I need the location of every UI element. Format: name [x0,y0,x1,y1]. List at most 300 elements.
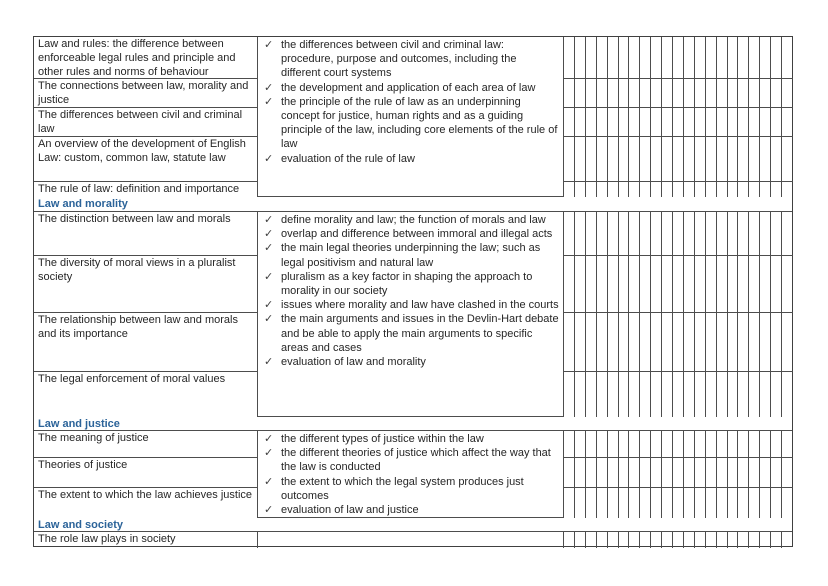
tracking-cell [771,313,782,371]
tracking-cell [695,313,706,371]
tracking-cell [640,431,651,457]
tracking-cell [651,256,662,312]
tracking-cell [728,137,739,181]
outcome-item: ✓ the extent to which the legal system produces just outcomes [264,475,524,502]
tracking-cell [760,182,771,197]
check-icon: ✓ [264,39,274,51]
tracking-cell [782,212,793,255]
outcome-item: ✓ the different types of justice within the law [264,433,484,445]
tracking-cell [629,79,640,107]
tracking-cell [717,182,728,197]
tracking-cell [673,431,684,457]
tracking-cell [782,458,793,487]
tracking-cell [629,532,640,548]
tracking-grid-row [564,458,793,488]
tracking-cell [586,372,597,417]
tracking-cell [738,313,749,371]
tracking-cell [640,108,651,136]
tracking-cell [662,532,673,548]
tracking-cell [629,313,640,371]
tracking-cell [782,488,793,518]
tracking-cell [782,37,793,78]
tracking-cell [684,256,695,312]
tracking-cell [749,37,760,78]
tracking-cell [706,431,717,457]
tracking-cell [760,108,771,136]
tracking-cell [586,79,597,107]
tracking-cell [575,372,586,417]
tracking-cell [662,79,673,107]
outcome-item: ✓ evaluation of law and justice [264,504,419,517]
tracking-cell [608,372,619,417]
tracking-cell [749,532,760,548]
check-icon: ✓ [264,214,274,226]
tracking-cell [706,313,717,371]
tracking-grid-row [564,372,793,417]
tracking-cell [717,212,728,255]
tracking-cell [684,37,695,78]
tracking-cell [619,372,630,417]
tracking-cell [564,488,575,518]
tracking-cell [586,37,597,78]
tracking-cell [738,108,749,136]
tracking-cell [629,37,640,78]
tracking-cell [662,488,673,518]
tracking-cell [760,532,771,548]
tracking-cell [749,313,760,371]
tracking-cell [564,431,575,457]
tracking-cell [608,79,619,107]
tracking-cell [695,458,706,487]
tracking-cell [673,488,684,518]
tracking-cell [673,212,684,255]
tracking-cell [575,458,586,487]
tracking-cell [738,488,749,518]
tracking-cell [564,256,575,312]
tracking-cell [760,488,771,518]
tracking-cell [597,372,608,417]
tracking-cell [738,458,749,487]
tracking-cell [771,137,782,181]
tracking-cell [651,137,662,181]
tracking-cell [651,108,662,136]
tracking-cell [717,108,728,136]
tracking-cell [673,108,684,136]
outcome-item: ✓ the development and application of each area of law [264,81,536,94]
tracking-cell [771,256,782,312]
tracking-cell [684,108,695,136]
check-icon: ✓ [264,447,274,460]
tracking-cell [695,532,706,548]
tracking-cell [564,37,575,78]
check-icon: ✓ [264,152,274,165]
tracking-cell [684,137,695,181]
section-header-law-and-society: Law and society [34,518,792,532]
outcome-item: ✓ the main arguments and issues in the Devlin-Hart debate and be able to apply the main arguments to specific areas and cases [264,313,559,354]
tracking-cell [706,532,717,548]
tracking-cell [564,532,575,548]
tracking-grid [564,431,793,518]
tracking-cell [629,488,640,518]
tracking-cell [706,37,717,78]
tracking-cell [728,532,739,548]
tracking-cell [662,108,673,136]
tracking-cell [728,372,739,417]
tracking-cell [608,182,619,197]
outcome-item: ✓ the differences between civil and criminal law: procedure, purpose and outcomes, including the different court systems [264,39,517,80]
tracking-cell [662,313,673,371]
tracking-cell [684,182,695,197]
tracking-cell [619,256,630,312]
tracking-cell [728,256,739,312]
tracking-cell [782,137,793,181]
tracking-grid-row [564,108,793,137]
tracking-cell [619,488,630,518]
tracking-cell [575,37,586,78]
tracking-cell [738,79,749,107]
tracking-cell [640,182,651,197]
tracking-cell [695,182,706,197]
topic-cell: The differences between civil and criminal law [34,108,257,137]
tracking-cell [706,182,717,197]
topic-cell: The role law plays in society [38,533,176,546]
outcome-item: ✓ overlap and difference between immoral and illegal acts [264,228,553,241]
tracking-cell [640,79,651,107]
tracking-cell [749,256,760,312]
tracking-cell [706,79,717,107]
tracking-cell [706,488,717,518]
tracking-cell [771,488,782,518]
tracking-cell [695,431,706,457]
topic-cell: Law and rules: the difference between enforceable legal rules and principle and other rules and norms of behaviour [34,37,257,79]
tracking-cell [684,313,695,371]
tracking-cell [608,137,619,181]
tracking-cell [760,313,771,371]
tracking-cell [629,137,640,181]
outcome-item: ✓ the main legal theories underpinning the law; such as legal positivism and natural law [264,242,541,269]
tracking-cell [662,182,673,197]
tracking-cell [662,431,673,457]
section-header-law-and-morality: Law and morality [34,197,792,212]
tracking-cell [673,37,684,78]
tracking-cell [760,212,771,255]
tracking-cell [673,79,684,107]
check-icon: ✓ [264,299,274,312]
tracking-cell [564,79,575,107]
outcomes-cell [258,431,564,518]
tracking-grid [564,212,793,417]
topics-column [34,431,258,518]
tracking-cell [575,313,586,371]
tracking-cell [749,431,760,457]
tracking-cell [640,256,651,312]
tracking-cell [662,212,673,255]
tracking-cell [749,372,760,417]
tracking-cell [575,488,586,518]
tracking-cell [771,532,782,548]
tracking-cell [738,532,749,548]
tracking-cell [619,182,630,197]
tracking-cell [651,458,662,487]
tracking-cell [597,212,608,255]
tracking-cell [629,212,640,255]
tracking-cell [662,137,673,181]
tracking-cell [608,488,619,518]
tracking-cell [575,212,586,255]
tracking-cell [782,313,793,371]
tracking-cell [597,108,608,136]
tracking-cell [597,256,608,312]
tracking-cell [608,431,619,457]
tracking-cell [782,256,793,312]
tracking-cell [608,256,619,312]
tracking-cell [586,313,597,371]
tracking-cell [760,256,771,312]
tracking-cell [597,313,608,371]
tracking-cell [728,488,739,518]
tracking-cell [597,431,608,457]
tracking-cell [673,313,684,371]
outcome-item: ✓ evaluation of the rule of law [264,152,415,165]
section-law-and-justice [34,431,792,518]
tracking-cell [771,108,782,136]
tracking-cell [706,458,717,487]
tracking-cell [728,108,739,136]
tracking-grid-row [564,79,793,108]
check-icon: ✓ [264,228,274,241]
tracking-cell [564,182,575,197]
tracking-cell [717,532,728,548]
check-icon: ✓ [264,95,274,108]
tracking-cell [728,37,739,78]
tracking-grid-row [564,256,793,313]
tracking-cell [651,182,662,197]
tracking-cell [651,488,662,518]
outcome-item: ✓ the principle of the rule of law as an underpinning concept for justice, human rights and as a guiding principle of the law, including core elements of the rule of law [264,95,558,151]
tracking-cell [597,37,608,78]
topic-cell: The extent to which the law achieves justice [38,489,253,501]
tracking-cell [586,212,597,255]
check-icon: ✓ [264,242,274,255]
tracking-cell [575,532,586,548]
outcomes-cell [258,212,564,417]
topic-cell: The distinction between law and morals [34,212,257,256]
tracking-cell [717,372,728,417]
tracking-cell [749,182,760,197]
check-icon: ✓ [264,81,274,94]
tracking-cell [749,108,760,136]
topic-cell: The diversity of moral views in a pluralist society [34,256,257,313]
tracking-cell [640,37,651,78]
tracking-cell [684,372,695,417]
tracking-cell [629,372,640,417]
tracking-cell [684,488,695,518]
tracking-cell [640,137,651,181]
tracking-cell [738,256,749,312]
tracking-grid-row [564,37,793,79]
tracking-cell [684,431,695,457]
tracking-cell [749,137,760,181]
tracking-cell [760,79,771,107]
tracking-cell [597,532,608,548]
tracking-cell [760,372,771,417]
tracking-cell [640,532,651,548]
tracking-cell [738,182,749,197]
tracking-cell [575,431,586,457]
tracking-cell [684,212,695,255]
tracking-cell [640,372,651,417]
tracking-cell [782,372,793,417]
tracking-cell [706,212,717,255]
tracking-cell [608,212,619,255]
check-icon: ✓ [264,475,274,488]
tracking-cell [597,79,608,107]
tracking-cell [619,79,630,107]
tracking-cell [597,458,608,487]
topic-cell: The legal enforcement of moral values [38,373,226,385]
tracking-grid [564,532,793,548]
tracking-cell [564,458,575,487]
tracking-cell [586,532,597,548]
tracking-grid-row [564,313,793,372]
outcome-item: ✓ define morality and law; the function of morals and law [264,214,546,226]
tracking-cell [738,431,749,457]
tracking-cell [586,431,597,457]
tracking-cell [586,256,597,312]
tracking-cell [728,313,739,371]
tracking-cell [597,182,608,197]
tracking-cell [738,137,749,181]
tracking-cell [728,458,739,487]
tracking-cell [619,108,630,136]
tracking-cell [564,108,575,136]
tracking-cell [619,212,630,255]
tracking-cell [771,458,782,487]
tracking-cell [619,137,630,181]
tracking-cell [717,313,728,371]
tracking-cell [749,488,760,518]
topic-cell: The meaning of justice [34,431,257,458]
topics-column [34,212,258,417]
tracking-cell [673,372,684,417]
tracking-cell [651,37,662,78]
tracking-cell [695,108,706,136]
tracking-cell [608,37,619,78]
specification-table [33,36,793,547]
tracking-cell [662,37,673,78]
tracking-cell [564,212,575,255]
tracking-cell [695,372,706,417]
tracking-cell [706,256,717,312]
tracking-cell [749,79,760,107]
tracking-cell [651,79,662,107]
check-icon: ✓ [264,433,274,445]
tracking-cell [684,79,695,107]
tracking-cell [651,431,662,457]
tracking-cell [717,431,728,457]
tracking-cell [575,137,586,181]
tracking-cell [728,79,739,107]
tracking-cell [608,458,619,487]
tracking-cell [629,256,640,312]
tracking-cell [629,108,640,136]
tracking-cell [673,137,684,181]
tracking-cell [706,108,717,136]
tracking-cell [662,256,673,312]
tracking-cell [629,458,640,487]
tracking-cell [651,212,662,255]
topic-cell: The rule of law: definition and importance [38,183,240,195]
tracking-cell [760,431,771,457]
check-icon: ✓ [264,313,274,326]
tracking-cell [575,79,586,107]
tracking-cell [673,256,684,312]
topic-cell: Theories of justice [34,458,257,488]
tracking-cell [695,37,706,78]
tracking-cell [749,458,760,487]
tracking-cell [760,37,771,78]
tracking-cell [695,137,706,181]
tracking-cell [728,182,739,197]
tracking-cell [619,431,630,457]
tracking-cell [684,532,695,548]
outcome-item: ✓ the different theories of justice which affect the way that the law is conducted [264,447,551,474]
tracking-cell [597,137,608,181]
outcomes-cell [258,37,564,197]
tracking-cell [684,458,695,487]
tracking-cell [771,37,782,78]
tracking-cell [738,212,749,255]
tracking-cell [619,313,630,371]
tracking-cell [586,108,597,136]
tracking-cell [695,256,706,312]
tracking-grid-row [564,137,793,182]
tracking-cell [695,79,706,107]
section-header-law-and-justice: Law and justice [34,417,792,431]
topic-cell: The relationship between law and morals and its importance [34,313,257,372]
tracking-cell [608,108,619,136]
tracking-cell [760,458,771,487]
section-law-and-society [34,532,792,548]
tracking-cell [728,212,739,255]
tracking-cell [695,488,706,518]
check-icon: ✓ [264,504,274,517]
outcomes-cell [258,532,564,548]
tracking-cell [640,488,651,518]
tracking-cell [738,37,749,78]
tracking-cell [586,458,597,487]
tracking-cell [771,79,782,107]
tracking-grid-row [564,488,793,518]
tracking-cell [771,372,782,417]
tracking-cell [717,37,728,78]
tracking-cell [695,212,706,255]
topics-column [34,37,258,197]
tracking-cell [782,532,793,548]
topic-cell: An overview of the development of English Law: custom, common law, statute law [34,137,257,182]
tracking-cell [771,212,782,255]
tracking-grid-row [564,182,793,197]
tracking-cell [619,37,630,78]
tracking-cell [662,372,673,417]
section-law-and-rules [34,37,792,197]
tracking-cell [564,372,575,417]
outcome-item: ✓ evaluation of law and morality [264,356,426,369]
tracking-cell [586,182,597,197]
topics-column [34,532,258,548]
tracking-cell [640,458,651,487]
tracking-grid-row [564,431,793,458]
